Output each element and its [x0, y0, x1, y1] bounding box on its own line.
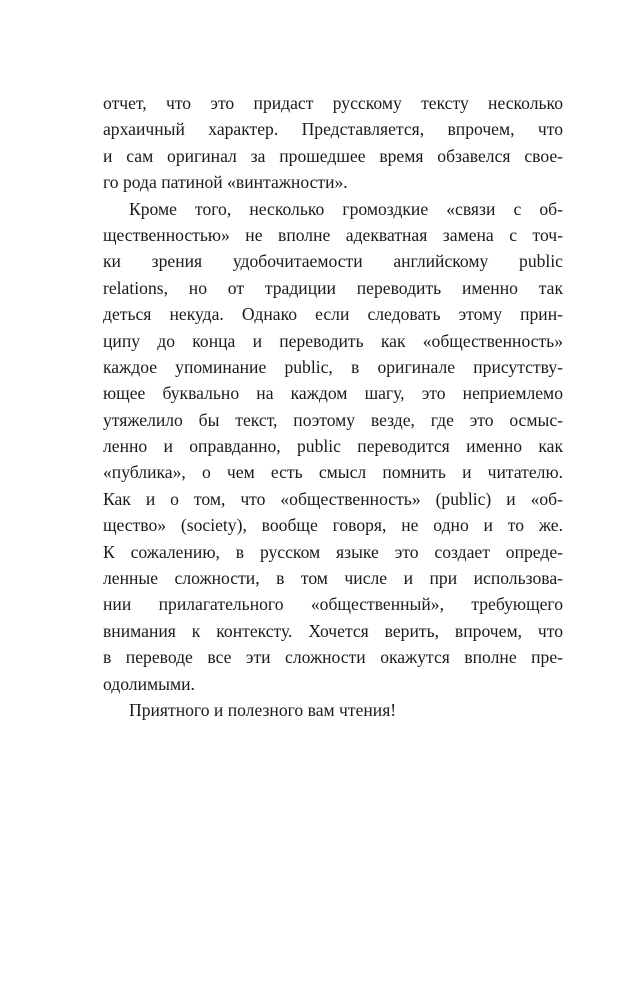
text-line: в переводе все эти сложности окажутся вполне пре- [103, 647, 563, 668]
text-line: ленные сложности, в том числе и при использова- [103, 568, 563, 589]
text-line: щество» (society), вообще говоря, не одно и то же. [103, 515, 563, 536]
text-line: Как и о том, что «общественность» (public) и «об- [103, 488, 563, 509]
paragraph [103, 196, 563, 697]
body-text [103, 90, 563, 723]
text-line: Приятного и полезного вам чтения! [129, 699, 397, 720]
text-line: го рода патиной «винтажности». [103, 172, 348, 193]
text-line: К сожалению, в русском языке это создает опреде- [103, 541, 563, 562]
text-line: утяжелило бы текст, поэтому везде, где это осмыс- [103, 409, 563, 430]
text-line: внимания к контексту. Хочется верить, впрочем, что [103, 620, 563, 641]
text-line: и сам оригинал за прошедшее время обзавелся свое- [103, 145, 563, 166]
paragraph [103, 90, 563, 196]
text-line: ципу до конца и переводить как «общественность» [103, 330, 563, 351]
text-line: одолимыми. [103, 673, 195, 694]
text-line: relations, но от традиции переводить именно так [103, 277, 563, 298]
text-line: отчет, что это придаст русскому тексту несколько [103, 93, 563, 113]
paragraph [103, 697, 563, 723]
text-line: ки зрения удобочитаемости английскому public [103, 251, 563, 272]
text-line: ленно и оправданно, public переводится именно как [103, 436, 563, 457]
text-line: Кроме того, несколько громоздкие «связи с об- [129, 198, 563, 219]
text-line: ющее буквально на каждом шагу, это неприемлемо [103, 383, 563, 404]
text-line: каждое упоминание public, в оригинале присутству- [103, 356, 563, 377]
text-line: деться некуда. Однако если следовать этому прин- [103, 304, 563, 325]
text-line: нии прилагательного «общественный», требующего [103, 594, 563, 615]
text-line: «публика», о чем есть смысл помнить и читателю. [103, 462, 563, 483]
text-line: архаичный характер. Представляется, впрочем, что [103, 119, 563, 140]
text-line: щественностью» не вполне адекватная замена с точ- [103, 224, 563, 245]
